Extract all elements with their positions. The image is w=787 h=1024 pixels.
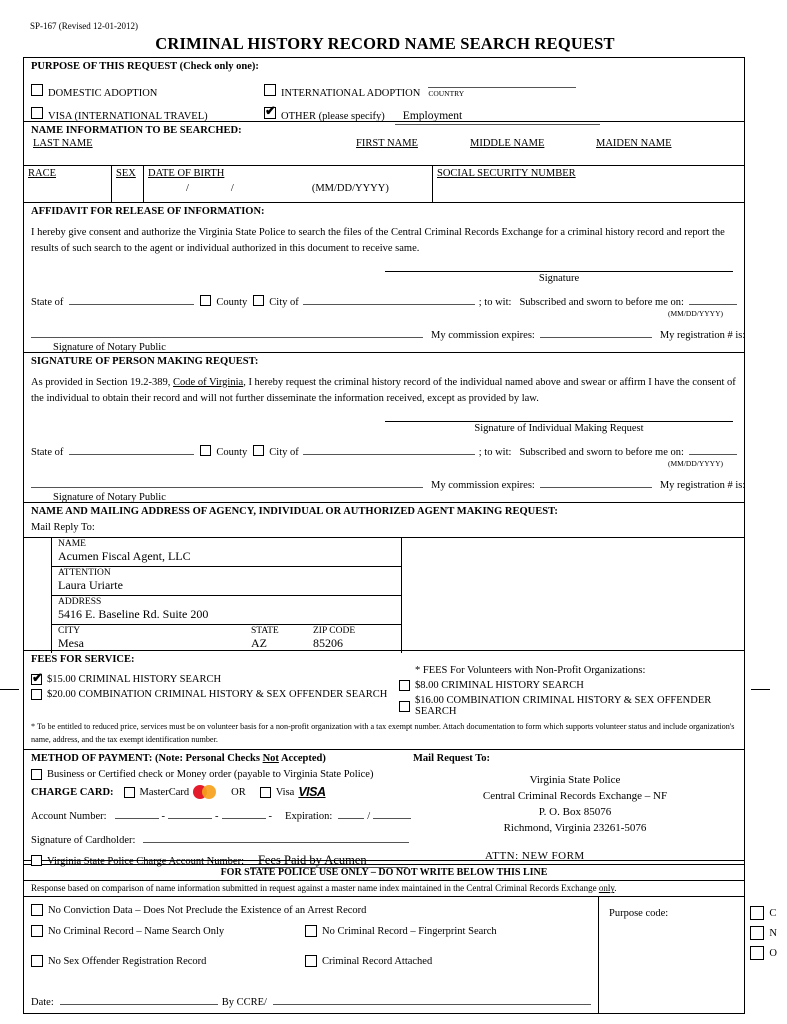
race-field[interactable] — [24, 166, 112, 202]
expiration-year-field[interactable] — [373, 807, 411, 819]
affidavit-notary-block — [31, 293, 746, 353]
page-title: CRIMINAL HISTORY RECORD NAME SEARCH REQUEST — [155, 34, 615, 53]
mail-to-line-2: Central Criminal Records Exchange – NF — [482, 790, 668, 803]
request-body-pre: As provided in Section 19.2-389, — [31, 377, 171, 388]
criminal-record-attached-label: Criminal Record Attached — [322, 955, 433, 967]
city-of-label: City of — [269, 446, 299, 458]
dob-slash-2: / — [230, 183, 234, 194]
notary-signature-field[interactable] — [31, 326, 423, 338]
purpose-code-n-label: N — [769, 927, 777, 939]
slash: / — [367, 811, 371, 823]
purpose-code-c-label: C — [769, 907, 777, 919]
checkbox-domestic-adoption[interactable] — [31, 84, 43, 96]
no-conviction-label: No Conviction Data – Does Not Preclude the Existence of an Arrest Record — [48, 904, 367, 916]
dob-field[interactable] — [144, 166, 433, 202]
last-name-label: LAST NAME — [33, 138, 93, 149]
name-info-heading: NAME INFORMATION TO BE SEARCHED: — [31, 125, 242, 136]
response-period: . — [614, 883, 617, 894]
to-wit-label: ; to wit: — [478, 296, 512, 308]
visa-label: Visa — [275, 786, 295, 798]
no-record-name-search-label: No Criminal Record – Name Search Only — [48, 925, 225, 937]
section-fees — [24, 650, 744, 749]
section-mailing — [24, 502, 744, 653]
country-label: COUNTRY — [428, 89, 465, 98]
state-label: STATE — [251, 626, 279, 636]
commission-field[interactable] — [540, 476, 652, 488]
ssn-field[interactable] — [433, 166, 744, 202]
dash: - — [215, 811, 219, 823]
commission-label: My commission expires: — [431, 329, 535, 341]
dob-label: DATE OF BIRTH — [148, 168, 225, 179]
request-signature-field[interactable] — [385, 421, 733, 434]
county-label: County — [216, 446, 248, 458]
zip-field[interactable] — [313, 626, 395, 651]
checkbox-purpose-code-n[interactable] — [750, 926, 764, 940]
affidavit-heading: AFFIDAVIT FOR RELEASE OF INFORMATION: — [31, 206, 265, 217]
commission-label: My commission expires: — [431, 479, 535, 491]
name-fields[interactable] — [31, 138, 737, 165]
first-name-label: FIRST NAME — [356, 138, 418, 149]
country-field[interactable] — [428, 78, 576, 99]
cardholder-signature-field[interactable] — [143, 831, 409, 843]
checkbox-international-adoption[interactable] — [264, 84, 276, 96]
checkbox-county[interactable] — [200, 445, 211, 456]
dob-format-label: (MM/DD/YYYY) — [311, 183, 389, 194]
state-of-label: State of — [31, 296, 64, 308]
checkbox-fee-20[interactable] — [31, 689, 42, 700]
dash: - — [161, 811, 166, 823]
attention-value: Laura Uriarte — [58, 578, 123, 592]
section-payment — [24, 749, 744, 868]
zip-label: ZIP CODE — [313, 626, 356, 636]
agency-name-field[interactable] — [52, 538, 401, 567]
checkbox-vsp-account[interactable] — [31, 855, 42, 866]
cardholder-label: Signature of Cardholder: — [31, 835, 136, 847]
checkbox-visa[interactable] — [260, 787, 271, 798]
section-name-info — [24, 121, 744, 202]
mail-to-line-3: P. O. Box 85076 — [538, 806, 612, 819]
account-seg-2[interactable] — [168, 807, 212, 819]
checkbox-city[interactable] — [253, 445, 264, 456]
response-pre: Response based on comparison of name information submitted in request against a master name index maintained in the Central Criminal Records Exchange — [31, 883, 597, 894]
notary-signature-field[interactable] — [31, 476, 423, 488]
ssn-label: SOCIAL SECURITY NUMBER — [437, 168, 576, 179]
right-registration-mark — [751, 689, 770, 690]
state-field[interactable] — [69, 443, 194, 455]
checkbox-county[interactable] — [200, 295, 211, 306]
section-request — [24, 352, 744, 502]
section-affidavit — [24, 202, 744, 352]
mastercard-label: MasterCard — [139, 786, 190, 798]
checkbox-purpose-code-c[interactable] — [750, 906, 764, 920]
date-field[interactable] — [60, 993, 218, 1005]
request-signature-label: Signature of Individual Making Request — [474, 422, 644, 434]
city-field[interactable] — [58, 626, 251, 651]
affidavit-signature-label: Signature — [538, 272, 580, 284]
fees-heading: FEES FOR SERVICE: — [31, 654, 135, 665]
dob-slash-1: / — [186, 183, 189, 194]
section-purpose — [24, 58, 744, 121]
request-heading: SIGNATURE OF PERSON MAKING REQUEST: — [31, 356, 259, 367]
mailing-heading: NAME AND MAILING ADDRESS OF AGENCY, INDIVIDUAL OR AUTHORIZED AGENT MAKING REQUEST: — [31, 506, 558, 517]
checkbox-no-sex-offender[interactable] — [31, 955, 43, 967]
state-field[interactable] — [251, 626, 313, 651]
city-field[interactable] — [303, 443, 475, 455]
checkbox-fee-15-checked[interactable] — [31, 670, 43, 685]
attention-field[interactable] — [52, 567, 401, 596]
checkbox-purpose-code-o[interactable] — [750, 946, 764, 960]
fee-20-label: $20.00 COMBINATION CRIMINAL HISTORY & SEX OFFENDER SEARCH — [47, 689, 388, 700]
registration-label: My registration # is: — [659, 479, 746, 491]
vsp-account-field[interactable]: Fees Paid by Acumen — [250, 853, 408, 868]
sex-label: SEX — [116, 168, 136, 179]
payment-heading-post: Accepted) — [280, 753, 326, 765]
no-sex-offender-label: No Sex Offender Registration Record — [48, 955, 207, 967]
sex-field[interactable] — [112, 166, 144, 202]
state-field[interactable] — [69, 293, 194, 305]
city-of-label: City of — [269, 296, 299, 308]
checkbox-fee-8[interactable] — [399, 680, 410, 691]
request-notary-block — [31, 443, 746, 503]
check-icon: ✔ — [32, 670, 43, 685]
international-adoption-label: INTERNATIONAL ADOPTION — [281, 88, 421, 99]
response-note — [24, 881, 744, 897]
zip-value: 85206 — [313, 636, 343, 650]
checkbox-no-record-name-search[interactable] — [31, 925, 43, 937]
checkbox-business-check[interactable] — [31, 769, 42, 780]
account-seg-3[interactable] — [222, 807, 266, 819]
by-ccre-label: By CCRE/ — [221, 997, 267, 1009]
no-record-fingerprint-label: No Criminal Record – Fingerprint Search — [322, 925, 497, 937]
police-use-banner: FOR STATE POLICE USE ONLY – DO NOT WRITE BELOW THIS LINE — [24, 864, 744, 881]
race-label: RACE — [28, 168, 57, 179]
checkbox-other-checked[interactable] — [264, 103, 276, 119]
checkbox-visa[interactable] — [31, 107, 43, 119]
address-value: 5416 E. Baseline Rd. Suite 200 — [58, 607, 209, 621]
response-only: only — [598, 883, 615, 894]
left-registration-mark — [0, 689, 19, 690]
other-label: OTHER (please specify) — [281, 111, 385, 122]
account-number-label: Account Number: — [31, 811, 107, 823]
registration-label: My registration # is: — [659, 329, 746, 341]
county-label: County — [216, 296, 248, 308]
or-label: OR — [231, 786, 246, 798]
visa-label: VISA (INTERNATIONAL TRAVEL) — [48, 111, 208, 122]
payment-heading — [31, 753, 409, 764]
notary-date-format: (MM/DD/YYYY) — [668, 308, 723, 318]
mail-reply-label: Mail Reply To: — [31, 522, 95, 533]
checkbox-mastercard[interactable] — [124, 787, 135, 798]
agency-name-label: NAME — [58, 539, 86, 549]
checkbox-no-record-fingerprint[interactable] — [305, 925, 317, 937]
form-body — [23, 57, 777, 1014]
charge-card-label: CHARGE CARD: — [31, 786, 114, 798]
visa-icon: VISA — [298, 785, 326, 800]
affidavit-signature-field[interactable] — [385, 271, 733, 284]
checkbox-fee-16[interactable] — [399, 701, 410, 712]
checkbox-no-conviction[interactable] — [31, 904, 43, 916]
middle-name-label: MIDDLE NAME — [470, 138, 545, 149]
address-field[interactable] — [52, 596, 401, 625]
affidavit-body: I hereby give consent and authorize the Virginia State Police to search the files of the Central Criminal Records Exchange for a criminal history record and report the results of such search to the agent or individual authorized in this document to receive same. — [31, 227, 725, 254]
mastercard-icon — [193, 785, 217, 799]
checkbox-criminal-record-attached[interactable] — [305, 955, 317, 967]
to-wit-label: ; to wit: — [478, 446, 512, 458]
sworn-label: Subscribed and sworn to before me on: — [519, 296, 684, 308]
vsp-account-label: Virginia State Police Charge Account Number: — [47, 856, 244, 868]
fees-footnote: * To be entitled to reduced price, services must be on volunteer basis for a non-profit organization with a tax exempt number. Attach documentation to form which supports volunteer status and include organization's name, address, and the tax exempt identification number. — [31, 722, 735, 744]
attention-label: ATTENTION — [58, 568, 111, 578]
maiden-name-label: MAIDEN NAME — [596, 138, 672, 149]
mail-request-to-heading: Mail Request To: — [413, 753, 491, 765]
volunteer-fees-heading: * FEES For Volunteers with Non-Profit Organizations: — [415, 665, 646, 676]
sworn-label: Subscribed and sworn to before me on: — [519, 446, 684, 458]
notary-signature-label: Signature of Notary Public — [53, 341, 166, 353]
mail-gutter — [24, 538, 52, 653]
notary-date-format: (MM/DD/YYYY) — [668, 458, 723, 468]
check-icon: ✔ — [265, 103, 276, 118]
mail-empty-cell — [402, 538, 744, 653]
purpose-heading: PURPOSE OF THIS REQUEST (Check only one): — [31, 61, 259, 72]
state-of-label: State of — [31, 446, 64, 458]
business-check-label: Business or Certified check or Money order (payable to Virginia State Police) — [47, 769, 374, 781]
payment-heading-not: Not — [262, 753, 279, 765]
mail-to-line-1: Virginia State Police — [529, 774, 621, 787]
code-of-virginia-link: Code of Virginia — [173, 377, 244, 388]
section-results — [24, 897, 777, 1013]
mail-to-address — [413, 773, 737, 837]
purpose-code-o-label: O — [769, 947, 777, 959]
sworn-date-field[interactable] — [689, 443, 737, 455]
mail-to-line-4: Richmond, Virginia 23261-5076 — [503, 822, 647, 835]
account-seg-1[interactable] — [115, 807, 159, 819]
dash: - — [268, 811, 273, 823]
attn-label: ATTN: NEW FORM — [485, 850, 585, 863]
request-body — [31, 375, 737, 407]
by-ccre-field[interactable] — [273, 993, 591, 1005]
expiration-label: Expiration: — [285, 811, 333, 823]
notary-signature-label: Signature of Notary Public — [53, 491, 166, 503]
request-body-post: , I hereby request the criminal history record of the individual named above and swear or affirm I have the consent of the individual to obtain their record and will not further disseminate the information received, except as provided by law. — [31, 377, 736, 404]
purpose-code-label: Purpose code: — [608, 908, 669, 920]
fee-15-label: $15.00 CRIMINAL HISTORY SEARCH — [47, 674, 222, 685]
address-label: ADDRESS — [58, 597, 102, 607]
city-label: CITY — [58, 626, 81, 636]
checkbox-city[interactable] — [253, 295, 264, 306]
payment-heading-pre: METHOD OF PAYMENT: (Note: Personal Checks — [31, 753, 260, 765]
domestic-adoption-label: DOMESTIC ADOPTION — [48, 88, 158, 99]
agency-name-value: Acumen Fiscal Agent, LLC — [58, 549, 191, 563]
fee-8-label: $8.00 CRIMINAL HISTORY SEARCH — [415, 680, 584, 691]
sworn-date-field[interactable] — [689, 293, 737, 305]
fee-16-label: $16.00 COMBINATION CRIMINAL HISTORY & SEX OFFENDER SEARCH — [415, 695, 712, 717]
expiration-month-field[interactable] — [338, 807, 364, 819]
form-number: SP-167 (Revised 12-01-2012) — [30, 21, 138, 31]
other-specify-field[interactable]: Employment — [395, 110, 600, 125]
city-value: Mesa — [58, 636, 84, 650]
commission-field[interactable] — [540, 326, 652, 338]
city-field[interactable] — [303, 293, 475, 305]
state-value: AZ — [251, 636, 267, 650]
date-label: Date: — [31, 997, 54, 1009]
